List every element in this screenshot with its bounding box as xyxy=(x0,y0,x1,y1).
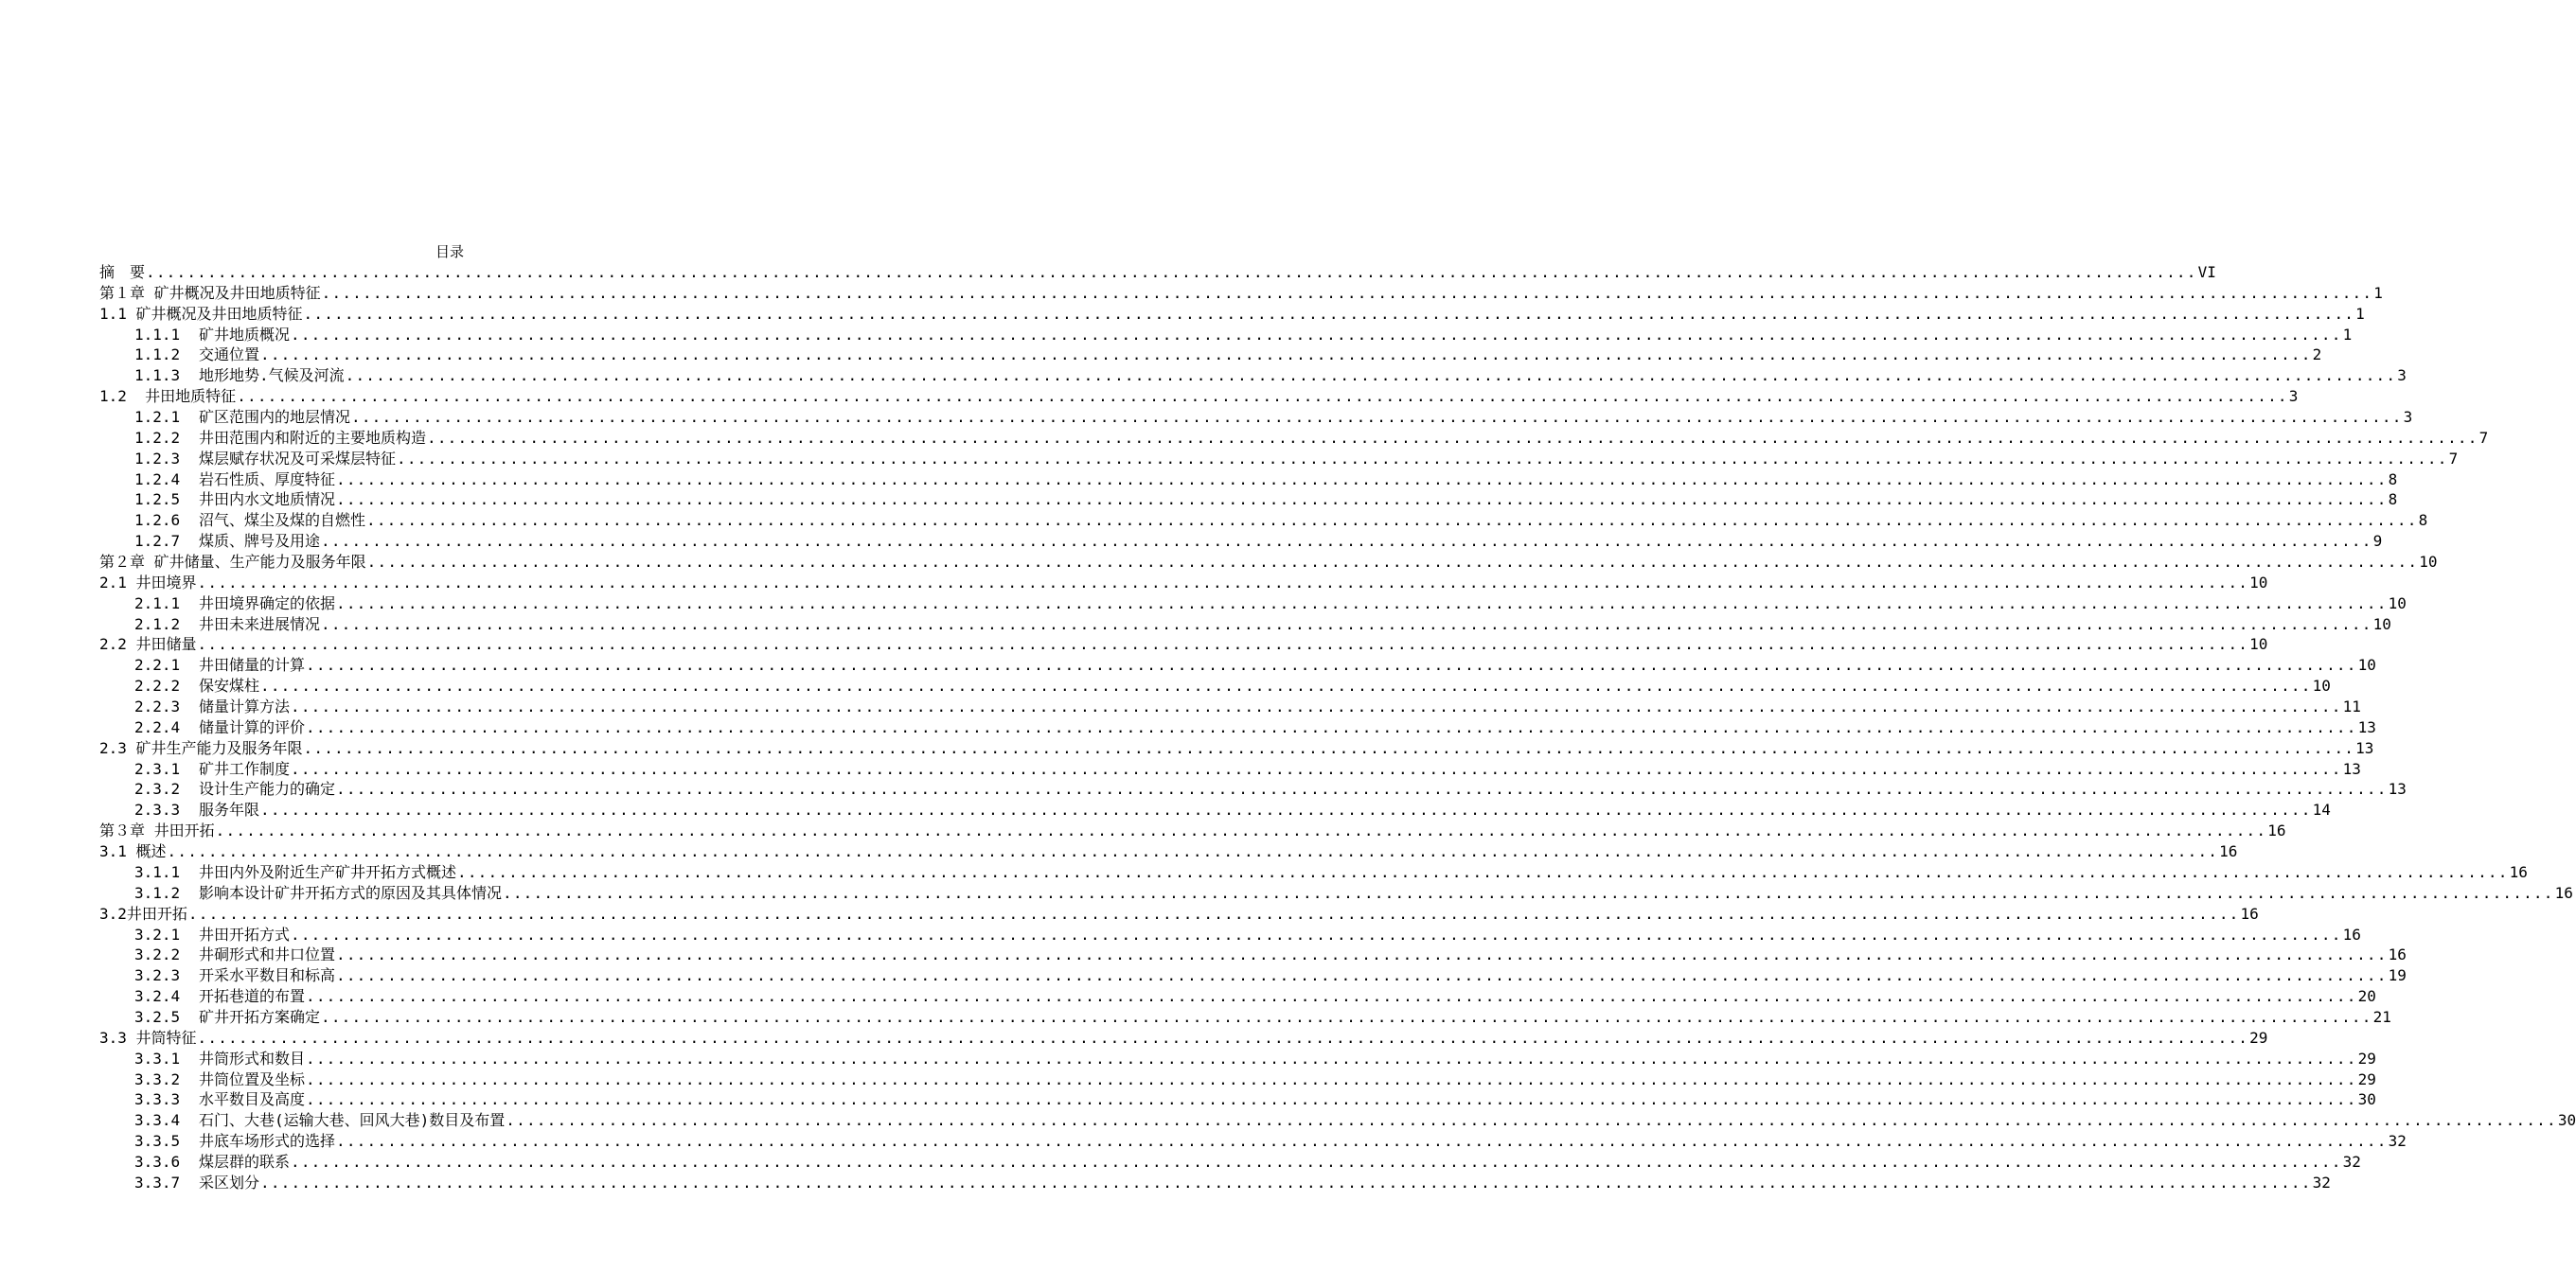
dot-leader: ........................................................................................................................................................................................................ xyxy=(260,345,2312,364)
toc-entry[interactable] xyxy=(99,262,2216,283)
dot-leader: ........................................................................................................................................................................................................ xyxy=(321,283,2373,302)
toc-entry-title: 开拓巷道的布置 xyxy=(199,987,306,1006)
toc-entry-number: 3.3.6 xyxy=(134,1152,181,1171)
toc-entry-page: 16 xyxy=(2267,822,2286,840)
toc-entry-title: 矿井开拓方案确定 xyxy=(199,1007,321,1026)
toc-entry-number: 1.2.7 xyxy=(134,532,181,551)
dot-leader: ........................................................................................................................................................................................................ xyxy=(303,304,2355,323)
toc-entry[interactable] xyxy=(99,1007,2391,1028)
toc-entry-title: 井田内外及附近生产矿井开拓方式概述 xyxy=(199,862,457,881)
toc-entry-page: 13 xyxy=(2355,738,2374,757)
toc-entry[interactable] xyxy=(99,904,2259,925)
toc-entry-title: 井硐形式和井口位置 xyxy=(199,945,336,964)
toc-entry-page: 3 xyxy=(2288,387,2299,406)
toc-entry[interactable] xyxy=(99,614,2391,635)
dot-leader: ........................................................................................................................................................................................................ xyxy=(306,1069,2357,1088)
toc-entry-title: 矿井概况及井田地质特征 xyxy=(153,283,321,302)
toc-entry-title: 井田范围内和附近的主要地质构造 xyxy=(199,428,427,447)
toc-entry-page: 30 xyxy=(2357,1090,2376,1109)
toc-entry-title: 石门、大巷(运输大巷、回风大巷)数目及布置 xyxy=(199,1111,506,1130)
toc-entry-title: 水平数目及高度 xyxy=(199,1090,306,1109)
table-of-contents xyxy=(99,262,2576,1193)
dot-leader: ........................................................................................................................................................................................................ xyxy=(336,593,2388,612)
dot-leader: ........................................................................................................................................................................................................ xyxy=(336,780,2388,799)
toc-entry[interactable] xyxy=(99,883,2573,904)
toc-entry[interactable] xyxy=(99,800,2331,821)
toc-entry[interactable] xyxy=(99,365,2407,386)
dot-leader: ........................................................................................................................................................................................................ xyxy=(303,738,2355,757)
toc-entry-page: 16 xyxy=(2388,945,2407,964)
dot-leader: ........................................................................................................................................................................................................ xyxy=(260,801,2312,820)
toc-entry-page: 8 xyxy=(2388,469,2398,488)
toc-entry-title: 井筒特征 xyxy=(135,1028,197,1047)
toc-entry-page: 10 xyxy=(2249,573,2268,592)
dot-leader: ........................................................................................................................................................................................................ xyxy=(321,532,2372,551)
dot-leader: ........................................................................................................................................................................................................ xyxy=(237,387,2288,406)
toc-entry-page: 2 xyxy=(2312,345,2322,364)
toc-entry-number: 2.2.1 xyxy=(134,656,181,675)
toc-entry-page: 10 xyxy=(2372,614,2391,633)
toc-entry[interactable] xyxy=(99,779,2407,800)
toc-entry-number: 2.3.2 xyxy=(134,780,181,799)
toc-entry[interactable] xyxy=(99,945,2407,965)
toc-entry-number: 摘 要 xyxy=(99,263,146,281)
dot-leader: ........................................................................................................................................................................................................ xyxy=(260,677,2312,696)
toc-entry-number: 3.3 xyxy=(99,1028,136,1047)
toc-entry-page: 10 xyxy=(2357,656,2376,675)
toc-entry[interactable] xyxy=(99,1152,2361,1173)
toc-entry-number: 1.2.4 xyxy=(134,469,181,488)
toc-entry-page: 32 xyxy=(2312,1173,2331,1192)
toc-entry-number: 3.2.4 xyxy=(134,987,181,1006)
toc-entry-title: 矿井生产能力及服务年限 xyxy=(135,738,303,757)
toc-entry[interactable] xyxy=(99,344,2322,365)
toc-entry-number: 3.2.1 xyxy=(134,925,181,944)
toc-entry-page: 16 xyxy=(2554,883,2573,902)
toc-entry-title: 井田地质特征 xyxy=(145,387,237,406)
toc-entry-number: 3.2.5 xyxy=(134,1007,181,1026)
toc-entry-page: 13 xyxy=(2357,717,2376,736)
dot-leader: ........................................................................................................................................................................................................ xyxy=(336,945,2388,964)
toc-entry-page: 32 xyxy=(2388,1132,2407,1151)
toc-entry-title: 井田境界 xyxy=(135,573,197,592)
dot-leader: ........................................................................................................................................................................................................ xyxy=(397,449,2448,468)
toc-entry[interactable] xyxy=(99,965,2407,986)
toc-entry-page: VI xyxy=(2197,263,2216,281)
toc-entry-title: 矿区范围内的地层情况 xyxy=(199,408,351,427)
dot-leader: ........................................................................................................................................................................................................ xyxy=(336,490,2388,509)
toc-entry[interactable] xyxy=(99,1131,2407,1152)
toc-entry-page: 16 xyxy=(2240,904,2259,923)
dot-leader: ........................................................................................................................................................................................................ xyxy=(366,511,2418,530)
toc-entry-page: 13 xyxy=(2342,759,2361,778)
toc-entry-page: 1 xyxy=(2342,325,2353,344)
toc-entry-number: 3.2.3 xyxy=(134,966,181,985)
dot-leader: ........................................................................................................................................................................................................ xyxy=(366,553,2419,572)
toc-entry-number: 2.2 xyxy=(99,635,136,654)
dot-leader: ........................................................................................................................................................................................................ xyxy=(336,966,2388,985)
toc-entry-number: 1.1.1 xyxy=(134,325,181,344)
toc-entry-number: 2.3.3 xyxy=(134,801,181,820)
toc-entry-page: 8 xyxy=(2388,490,2398,509)
toc-entry-number: 2.2.3 xyxy=(134,698,181,716)
dot-leader: ........................................................................................................................................................................................................ xyxy=(291,698,2342,716)
toc-entry[interactable] xyxy=(99,925,2361,945)
toc-entry[interactable] xyxy=(99,1049,2376,1069)
toc-entry[interactable] xyxy=(99,1173,2331,1193)
toc-entry-number: 3.3.1 xyxy=(134,1049,181,1068)
toc-entry-number: 3.1.2 xyxy=(134,883,181,902)
toc-entry[interactable] xyxy=(99,634,2268,655)
toc-entry-number: 2.1 xyxy=(99,573,136,592)
toc-entry-title: 井底车场形式的选择 xyxy=(199,1132,336,1151)
toc-entry-number: 2.1.1 xyxy=(134,593,181,612)
toc-entry-page: 16 xyxy=(2509,862,2528,881)
toc-entry-number: 1.2 xyxy=(99,387,146,406)
toc-entry-page: 7 xyxy=(2448,449,2459,468)
toc-entry-page: 10 xyxy=(2388,593,2407,612)
dot-leader: ........................................................................................................................................................................................................ xyxy=(197,1028,2249,1047)
toc-entry-page: 10 xyxy=(2312,677,2331,696)
toc-entry-title: 井田储量的计算 xyxy=(199,656,306,675)
toc-entry-page: 21 xyxy=(2372,1007,2391,1026)
toc-entry-number: 1.2.5 xyxy=(134,490,181,509)
toc-entry[interactable] xyxy=(99,697,2361,717)
toc-entry-number: 3.1.1 xyxy=(134,862,181,881)
toc-entry[interactable] xyxy=(99,510,2428,531)
toc-entry-page: 1 xyxy=(2355,304,2365,323)
toc-entry-number: 1.2.6 xyxy=(134,511,181,530)
toc-entry[interactable] xyxy=(99,655,2376,676)
toc-entry-number: 2.1.2 xyxy=(134,614,181,633)
toc-entry-title: 保安煤柱 xyxy=(199,677,260,696)
toc-entry-number: 第１章 xyxy=(99,283,154,302)
dot-leader: ........................................................................................................................................................................................................ xyxy=(427,428,2478,447)
toc-entry-title: 储量计算方法 xyxy=(199,698,291,716)
toc-entry-title: 概述 xyxy=(135,842,167,861)
toc-entry-page: 3 xyxy=(2403,408,2413,427)
toc-entry-number: 3.3.7 xyxy=(134,1173,181,1192)
dot-leader: ........................................................................................................................................................................................................ xyxy=(503,883,2554,902)
toc-entry-title: 井田境界确定的依据 xyxy=(199,593,336,612)
dot-leader: ........................................................................................................................................................................................................ xyxy=(187,904,2240,923)
toc-entry[interactable] xyxy=(99,386,2299,407)
toc-entry-page: 13 xyxy=(2388,780,2407,799)
toc-entry[interactable] xyxy=(99,407,2413,428)
toc-entry-title: 设计生产能力的确定 xyxy=(199,780,336,799)
toc-entry[interactable] xyxy=(99,449,2459,469)
toc-entry[interactable] xyxy=(99,552,2438,573)
toc-entry[interactable] xyxy=(99,759,2361,780)
toc-entry[interactable] xyxy=(99,1089,2376,1110)
toc-title: 目录 xyxy=(435,243,464,260)
toc-entry-title: 地形地势.气候及河流 xyxy=(199,366,345,385)
toc-entry-page: 32 xyxy=(2342,1152,2361,1171)
dot-leader: ........................................................................................................................................................................................................ xyxy=(306,1090,2357,1109)
toc-entry-title: 煤质、牌号及用途 xyxy=(199,532,321,551)
toc-entry-page: 16 xyxy=(2219,842,2238,861)
dot-leader: ........................................................................................................................................................................................................ xyxy=(457,862,2509,881)
toc-entry-page: 7 xyxy=(2478,428,2489,447)
toc-entry-page: 29 xyxy=(2249,1028,2268,1047)
toc-entry-page: 16 xyxy=(2342,925,2361,944)
toc-entry-page: 30 xyxy=(2557,1111,2576,1130)
toc-entry-title: 交通位置 xyxy=(199,345,260,364)
toc-entry-number: 3.3.3 xyxy=(134,1090,181,1109)
toc-entry-page: 19 xyxy=(2388,966,2407,985)
dot-leader: ........................................................................................................................................................................................................ xyxy=(291,325,2342,344)
toc-entry-page: 29 xyxy=(2357,1069,2376,1088)
toc-entry-number: 1.1 xyxy=(99,304,136,323)
toc-entry[interactable] xyxy=(99,862,2528,883)
toc-entry[interactable] xyxy=(99,489,2398,510)
toc-entry[interactable] xyxy=(99,469,2398,490)
dot-leader: ........................................................................................................................................................................................................ xyxy=(291,925,2342,944)
toc-entry-number: 3.2.2 xyxy=(134,945,181,964)
toc-entry[interactable] xyxy=(99,738,2374,759)
toc-entry[interactable] xyxy=(99,593,2407,614)
toc-entry-title: 矿井概况及井田地质特征 xyxy=(135,304,303,323)
toc-entry[interactable] xyxy=(99,986,2376,1007)
toc-entry[interactable] xyxy=(99,1110,2576,1131)
toc-entry-title: 开采水平数目和标高 xyxy=(199,966,336,985)
toc-entry-number: 第２章 xyxy=(99,553,154,572)
toc-entry-page: 10 xyxy=(2249,635,2268,654)
toc-entry-title: 储量计算的评价 xyxy=(199,717,306,736)
toc-entry-page: 1 xyxy=(2373,283,2383,302)
toc-entry-number: 1.1.2 xyxy=(134,345,181,364)
toc-entry-title: 采区划分 xyxy=(199,1173,260,1192)
toc-entry-title: 沼气、煤尘及煤的自燃性 xyxy=(199,511,366,530)
dot-leader: ........................................................................................................................................................................................................ xyxy=(306,1049,2357,1068)
dot-leader: ........................................................................................................................................................................................................ xyxy=(260,1173,2312,1192)
toc-entry-page: 8 xyxy=(2418,511,2428,530)
toc-entry-number: 3.1 xyxy=(99,842,136,861)
toc-entry-page: 9 xyxy=(2372,532,2383,551)
dot-leader: ........................................................................................................................................................................................................ xyxy=(321,1007,2372,1026)
dot-leader: ........................................................................................................................................................................................................ xyxy=(291,1152,2342,1171)
dot-leader: ........................................................................................................................................................................................................ xyxy=(306,656,2357,675)
dot-leader: ........................................................................................................................................................................................................ xyxy=(167,842,2219,861)
toc-entry-title: 井田开拓 xyxy=(153,822,215,840)
toc-entry-page: 11 xyxy=(2342,698,2361,716)
toc-entry-title: 井田开拓方式 xyxy=(199,925,291,944)
dot-leader: ........................................................................................................................................................................................................ xyxy=(215,822,2267,840)
dot-leader: ........................................................................................................................................................................................................ xyxy=(306,987,2357,1006)
toc-entry-number: 1.2.3 xyxy=(134,449,181,468)
toc-entry[interactable] xyxy=(99,283,2383,304)
dot-leader: ........................................................................................................................................................................................................ xyxy=(336,469,2388,488)
toc-entry-page: 14 xyxy=(2312,801,2331,820)
dot-leader: ........................................................................................................................................................................................................ xyxy=(197,635,2249,654)
toc-entry[interactable] xyxy=(99,304,2365,325)
toc-entry-number: 3.3.4 xyxy=(134,1111,181,1130)
toc-entry-number: 3.3.2 xyxy=(134,1069,181,1088)
toc-entry[interactable] xyxy=(99,841,2238,862)
toc-entry[interactable] xyxy=(99,717,2376,738)
toc-entry-title: 影响本设计矿井开拓方式的原因及其具体情况 xyxy=(199,883,503,902)
dot-leader: ........................................................................................................................................................................................................ xyxy=(321,614,2372,633)
toc-entry-number: 第３章 xyxy=(99,822,154,840)
toc-entry-page: 3 xyxy=(2397,366,2407,385)
toc-entry-title: 矿井工作制度 xyxy=(199,759,291,778)
toc-entry-title: 井田内水文地质情况 xyxy=(199,490,336,509)
toc-entry[interactable] xyxy=(99,821,2286,841)
toc-entry-number: 1.2.2 xyxy=(134,428,181,447)
dot-leader: ........................................................................................................................................................................................................ xyxy=(291,759,2342,778)
toc-entry[interactable] xyxy=(99,573,2268,593)
toc-entry-title: 煤层群的联系 xyxy=(199,1152,291,1171)
toc-entry-number: 3.3.5 xyxy=(134,1132,181,1151)
toc-entry-page: 10 xyxy=(2419,553,2438,572)
toc-entry-page: 29 xyxy=(2357,1049,2376,1068)
toc-entry-number: 2.3 xyxy=(99,738,136,757)
toc-entry-title: 矿井储量、生产能力及服务年限 xyxy=(153,553,366,572)
dot-leader: ........................................................................................................................................................................................................ xyxy=(351,408,2403,427)
toc-entry-title: 矿井地质概况 xyxy=(199,325,291,344)
dot-leader: ........................................................................................................................................................................................................ xyxy=(306,717,2357,736)
toc-entry-title: 井田储量 xyxy=(135,635,197,654)
toc-entry-title: 井筒位置及坐标 xyxy=(199,1069,306,1088)
toc-entry-title: 服务年限 xyxy=(199,801,260,820)
toc-entry[interactable] xyxy=(99,531,2383,552)
toc-entry[interactable] xyxy=(99,1069,2376,1090)
toc-entry-title: 煤层赋存状况及可采煤层特征 xyxy=(199,449,397,468)
toc-entry[interactable] xyxy=(99,325,2353,345)
toc-entry-title: 井筒形式和数目 xyxy=(199,1049,306,1068)
dot-leader: ........................................................................................................................................................................................................ xyxy=(506,1111,2557,1130)
toc-entry-number: 2.2.4 xyxy=(134,717,181,736)
toc-entry[interactable] xyxy=(99,676,2331,697)
toc-entry-number: 2.3.1 xyxy=(134,759,181,778)
toc-entry-title: 井田开拓 xyxy=(126,904,187,923)
toc-entry[interactable] xyxy=(99,1028,2268,1049)
dot-leader: ........................................................................................................................................................................................................ xyxy=(345,366,2397,385)
toc-entry-page: 20 xyxy=(2357,987,2376,1006)
toc-entry-number: 1.1.3 xyxy=(134,366,181,385)
dot-leader: ........................................................................................................................................................................................................ xyxy=(197,573,2249,592)
toc-entry-title: 岩石性质、厚度特征 xyxy=(199,469,336,488)
toc-entry[interactable] xyxy=(99,428,2489,449)
dot-leader: ........................................................................................................................................................................................................ xyxy=(336,1132,2388,1151)
toc-entry-number: 1.2.1 xyxy=(134,408,181,427)
toc-entry-title: 井田未来进展情况 xyxy=(199,614,321,633)
toc-entry-number: 3.2 xyxy=(99,904,127,923)
toc-entry-number: 2.2.2 xyxy=(134,677,181,696)
dot-leader: ........................................................................................................................................................................................................ xyxy=(146,263,2197,281)
